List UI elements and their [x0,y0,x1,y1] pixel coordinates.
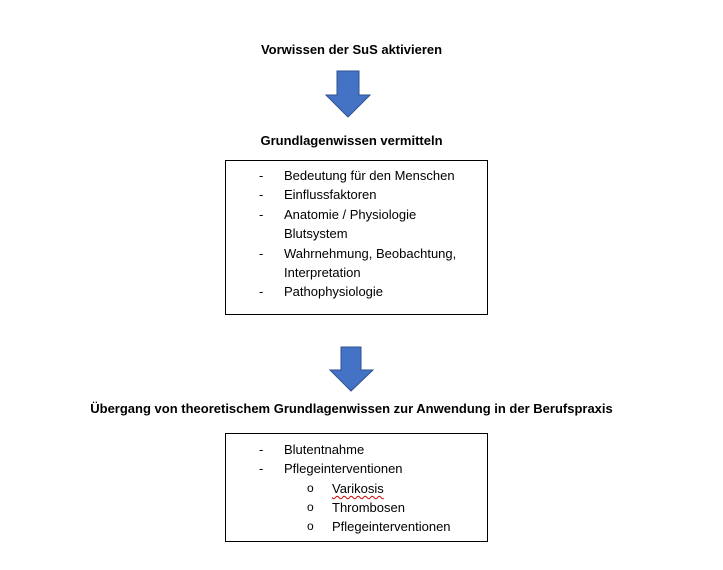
circle-bullet: o [307,518,314,533]
sub-list-item [226,498,487,517]
dash-marker: - [259,245,264,261]
list-item-label-line1: Anatomie / Physiologie [284,206,417,222]
list-item [226,185,487,204]
circle-bullet: o [307,480,314,495]
dash-marker: - [259,206,264,222]
sub-list-item [226,479,487,498]
list-item-label-line2: Interpretation [284,265,361,281]
step-3-heading: Übergang von theoretischem Grundlagenwissen zur Anwendung in der Berufspraxis [90,401,613,416]
list-item [226,459,487,478]
list-item [226,205,487,244]
list-item-label: Einflussfaktoren [284,187,377,203]
grundlagen-box [225,160,488,315]
sub-item-label: Thrombosen [332,499,405,515]
dash-marker: - [259,284,264,300]
list-item [226,244,487,283]
sub-item-label: Varikosis [332,480,384,496]
dash-marker: - [259,442,264,457]
sub-item-label: Pflegeinterventionen [332,518,451,534]
list-item-label: Pathophysiologie [284,284,384,300]
dash-marker: - [259,187,264,203]
praxis-list [226,440,487,536]
down-arrow-icon [325,70,371,118]
list-item-label: Pflegeinterventionen [284,461,403,477]
step-2-heading: Grundlagenwissen vermitteln [260,133,443,148]
list-item [226,440,487,459]
dash-marker: - [259,461,264,477]
list-item-label: Blutentnahme [284,442,365,457]
list-item-label: Bedeutung für den Menschen [284,168,455,183]
sub-list-item [226,517,487,536]
list-item-label-line1: Wahrnehmung, Beobachtung, [284,245,457,261]
praxis-box [225,433,488,542]
list-item-label-line2: Blutsystem [284,226,348,242]
list-item [226,282,487,301]
circle-bullet: o [307,499,314,514]
down-arrow-icon [329,346,375,392]
list-item [226,166,487,185]
grundlagen-list [226,166,487,302]
dash-marker: - [259,168,264,183]
step-1-heading: Vorwissen der SuS aktivieren [260,42,443,57]
